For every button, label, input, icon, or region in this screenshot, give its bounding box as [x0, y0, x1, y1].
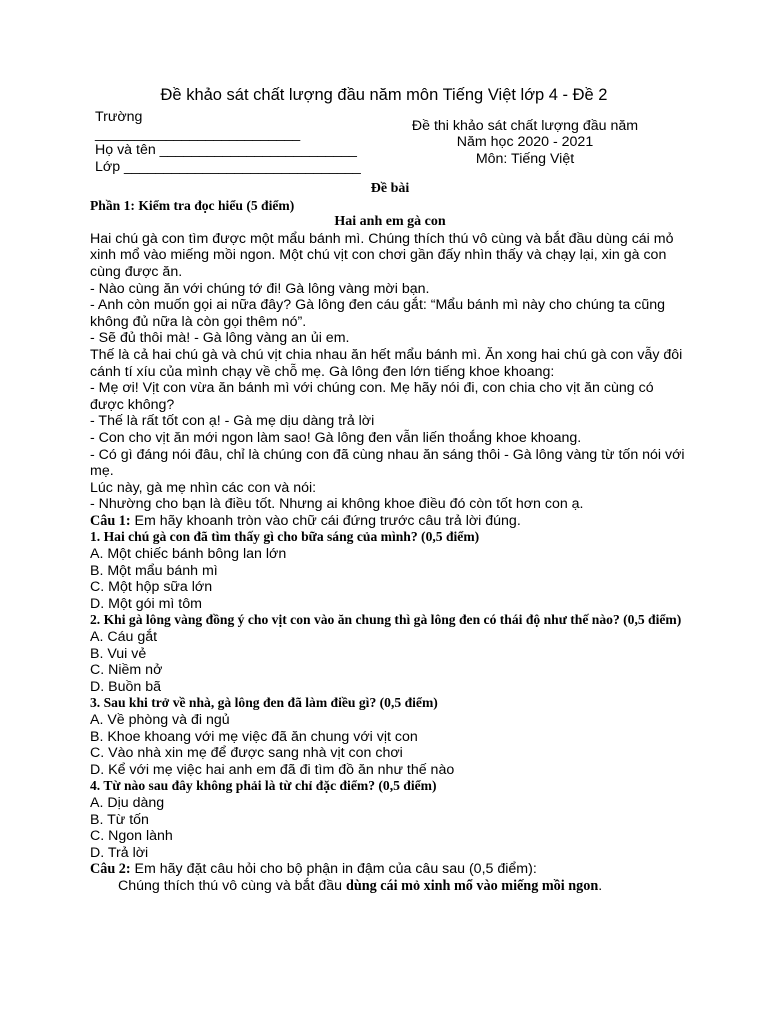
answer-option: D. Buồn bã	[90, 678, 161, 695]
story-paragraph: - Thế là rất tốt con ạ! - Gà mẹ dịu dàng trả lời	[90, 413, 375, 430]
de-bai-heading: Đề bài	[370, 181, 410, 196]
question-text: 4. Từ nào sau đây không phải là từ chỉ đặc điểm? (0,5 điểm)	[90, 778, 437, 794]
sentence-normal-part: Chúng thích thú vô cùng và bắt đầu	[118, 877, 346, 894]
question-text: 1. Hai chú gà con đã tìm thấy gì cho bữa sáng của mình? (0,5 điểm)	[90, 529, 480, 545]
answer-option: B. Khoe khoang với mẹ việc đã ăn chung với vịt con	[90, 728, 418, 745]
part1-heading: Phần 1: Kiểm tra đọc hiểu (5 điểm)	[90, 197, 295, 213]
question-2	[90, 612, 690, 695]
exam-info-block	[390, 118, 660, 167]
story-paragraph: Lúc này, gà mẹ nhìn các con và nói:	[90, 479, 317, 496]
sentence-bold-part: dùng cái mỏ xinh mổ vào miếng mồi ngon	[345, 877, 599, 894]
school-year: Năm học 2020 - 2021	[456, 134, 594, 151]
question-1	[90, 529, 690, 612]
answer-option: C. Niềm nở	[90, 662, 163, 679]
document-title: Đề khảo sát chất lượng đầu năm môn Tiếng Việt lớp 4 - Đề 2	[160, 86, 608, 104]
story-paragraph: - Có gì đáng nói đâu, chỉ là chúng con đã cùng nhau ăn sáng thôi - Gà lông vàng từ tốn nói với mẹ.	[90, 446, 685, 480]
answer-option: A. Một chiếc bánh bông lan lớn	[90, 546, 287, 563]
subject: Môn: Tiếng Việt	[475, 150, 575, 167]
story-paragraph: Hai chú gà con tìm được một mẩu bánh mì. Chúng thích thú vô cùng và bắt đầu dùng cái mỏ xinh mổ vào miếng mồi ngon. Một chú vịt con chơi gần đấy nhìn thấy và chạy lại, xin gà con cùng được ăn.	[90, 230, 674, 280]
question2-label: Câu 2:	[90, 861, 131, 878]
question-4	[90, 778, 690, 861]
answer-option: C. Một hộp sữa lớn	[90, 579, 213, 596]
question-3	[90, 695, 690, 778]
question2-sentence	[90, 878, 690, 895]
answer-option: C. Ngon lành	[90, 828, 173, 845]
exam-body	[90, 181, 690, 895]
story-paragraph: - Mẹ ơi! Vịt con vừa ăn bánh mì với chúng con. Mẹ hãy nói đi, con chia cho vịt ăn cùng có được không?	[90, 380, 654, 413]
exam-name: Đề thi khảo sát chất lượng đầu năm	[411, 118, 639, 134]
question2-instruction	[90, 861, 690, 878]
name-field: Họ và tên _________________________	[95, 142, 357, 159]
question1-label: Câu 1:	[90, 512, 131, 529]
student-info-block	[95, 109, 395, 175]
question-text: 3. Sau khi trở về nhà, gà lông đen đã làm điều gì? (0,5 điểm)	[90, 695, 438, 711]
answer-option: D. Một gói mì tôm	[90, 595, 202, 612]
question1-text: Em hãy khoanh tròn vào chữ cái đứng trước câu trả lời đúng.	[130, 512, 521, 529]
answer-option: B. Một mẩu bánh mì	[90, 562, 218, 579]
answer-option: D. Trả lời	[90, 844, 149, 861]
sentence-end: .	[598, 877, 603, 894]
school-label: Trường	[95, 109, 143, 125]
answer-option: A. Về phòng và đi ngủ	[90, 712, 230, 728]
story-paragraph: - Nhường cho bạn là điều tốt. Nhưng ai không khoe điều đó còn tốt hơn con ạ.	[90, 496, 584, 513]
class-field: Lớp ______________________________	[95, 158, 361, 175]
question-text: 2. Khi gà lông vàng đồng ý cho vịt con vào ăn chung thì gà lông đen có thái độ như thế nào? (0,5 điểm)	[90, 612, 682, 628]
story-text	[90, 231, 690, 513]
answer-option: A. Cáu gắt	[90, 629, 158, 646]
story-paragraph: - Anh còn muốn gọi ai nữa đây? Gà lông đen cáu gắt: “Mẩu bánh mì này cho chúng ta cũng không đủ nữa là còn gọi thêm nó”.	[90, 297, 666, 330]
answer-option: A. Dịu dàng	[90, 794, 165, 811]
answer-option: C. Vào nhà xin mẹ để được sang nhà vịt con chơi	[90, 745, 403, 762]
story-paragraph: - Con cho vịt ăn mới ngon làm sao! Gà lông đen vẫn liến thoắng khoe khoang.	[90, 429, 582, 446]
question2-text: Em hãy đặt câu hỏi cho bộ phận in đậm của câu sau (0,5 điểm):	[130, 861, 537, 878]
school-blank-line: __________________________	[95, 125, 301, 142]
answer-option: D. Kể với mẹ việc hai anh em đã đi tìm đồ ăn như thế nào	[90, 761, 455, 778]
answer-option: B. Từ tốn	[90, 811, 149, 828]
story-paragraph: Thế là cả hai chú gà và chú vịt chia nhau ăn hết mẩu bánh mì. Ăn xong hai chú gà con vẫy đôi cánh tí xíu của mình chạy về chỗ mẹ. Gà lông đen lớn tiếng khoe khoang:	[90, 346, 683, 380]
story-paragraph: - Nào cùng ăn với chúng tớ đi! Gà lông vàng mời bạn.	[90, 280, 430, 297]
answer-option: B. Vui vẻ	[90, 645, 147, 662]
question1-instruction	[90, 513, 690, 530]
story-paragraph: - Sẽ đủ thôi mà! - Gà lông vàng an ủi em.	[90, 330, 350, 347]
story-title: Hai anh em gà con	[334, 214, 446, 230]
